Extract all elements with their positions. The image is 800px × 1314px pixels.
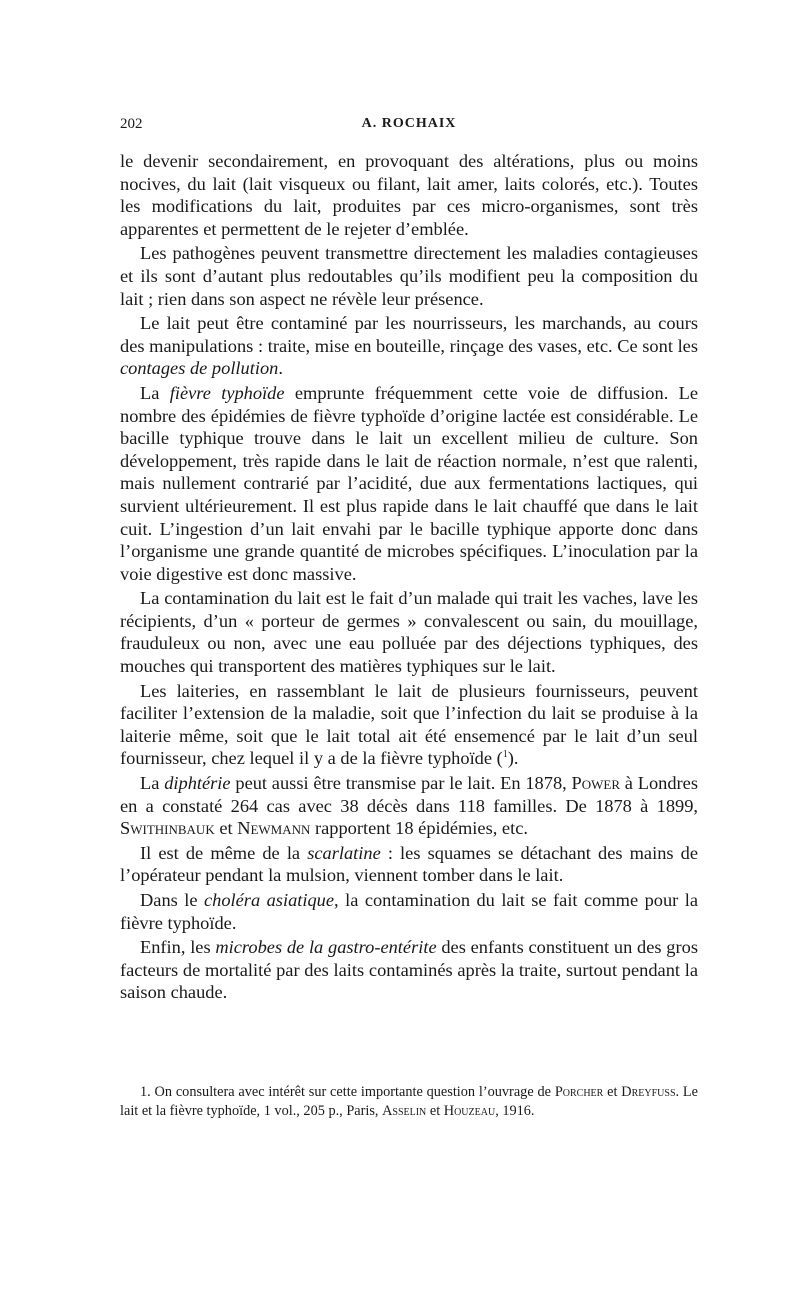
paragraph: Dans le choléra asiatique, la contamination du lait se fait comme pour la fièvre typhoïde. xyxy=(120,890,698,933)
paragraph: La contamination du lait est le fait d’un malade qui trait les vaches, lave les récipients, d’un « porteur de germes » convalescent ou sain, du mouillage, frauduleux ou non, avec une eau polluée par des déjections typhiques, des mouches qui transportent des matières typhiques sur le lait. xyxy=(120,588,698,677)
paragraph: le devenir secondairement, en provoquant des altérations, plus ou moins nocives, du lait (lait visqueux ou filant, lait amer, laits colorés, etc.). Toutes les modifications du lait, produites par ces micro-organismes, sont très apparentes et permettent de le rejeter d’emblée. xyxy=(120,151,698,239)
italic-term: diphtérie xyxy=(164,773,231,794)
paragraph: Il est de même de la scarlatine : les squames se détachant des mains de l’opérateur pendant la mulsion, viennent tomber dans le lait. xyxy=(120,842,698,886)
paragraph: La diphtérie peut aussi être transmise par le lait. En 1878, Power à Londres en a constaté 264 cas avec 38 décès dans 118 familles. De 1878 à 1899, Swithinbauk et Newmann rapportent 18 épidémies, etc. xyxy=(120,773,698,839)
footnote-ref: 1 xyxy=(502,749,508,761)
publisher-name: Houzeau xyxy=(443,1102,496,1119)
italic-term: scarlatine xyxy=(307,842,381,863)
italic-term: choléra asiatique xyxy=(203,890,335,910)
author-name: Swithinbauk xyxy=(120,818,215,839)
italic-term: contages de pollution xyxy=(120,358,279,379)
author-name: Porcher xyxy=(554,1084,604,1100)
paragraph: Enfin, les microbes de la gastro-entérite des enfants constituent un des gros facteurs de mortalité par des laits contaminés après la traite, surtout pendant la saison chaude. xyxy=(120,937,698,1003)
body-text xyxy=(120,150,698,1006)
italic-term: fièvre typhoïde xyxy=(169,382,285,403)
author-name: Power xyxy=(571,773,621,794)
page-number: 202 xyxy=(120,116,143,132)
paragraph: Les laiteries, en rassemblant le lait de plusieurs fournisseurs, peuvent faciliter l’extension de la maladie, soit que l’infection du lait se produise à la laiterie même, soit que le lait total ait été ensemencé par le lait d’un seul fournisseur, chez lequel il y a de la fièvre typhoïde ($^1$). xyxy=(120,680,698,769)
author-name: Newmann xyxy=(237,818,311,839)
paragraph: La fièvre typhoïde emprunte fréquemment cette voie de diffusion. Le nombre des épidémies de fièvre typhoïde d’origine lactée est considérable. Le bacille typhique trouve dans le lait un excellent milieu de culture. Son développement, très rapide dans le lait de réaction normale, n’est que ralenti, mais nullement contrarié par l’acidité, due aux fermentations lactiques, qui survient ultérieurement. Il est plus rapide dans le lait chauffé que dans le lait cuit. L’ingestion d’un lait envahi par le bacille typhique apporte donc dans l’organisme une grande quantité de microbes spécifiques. L’inoculation par la voie digestive est donc massive. xyxy=(120,382,698,584)
publisher-name: Asselin xyxy=(382,1102,427,1119)
paragraph: Le lait peut être contaminé par les nourrisseurs, les marchands, au cours des manipulations : traite, mise en bouteille, rinçage des vases, etc. Ce sont les contages de pollution. xyxy=(120,313,698,379)
author-name: Dreyfuss xyxy=(621,1084,676,1100)
footnote: 1. On consultera avec intérêt sur cette importante question l’ouvrage de Porcher et Dreyfuss. Le lait et la fièvre typhoïde, 1 vol., 205 p., Paris, Asselin et Houzeau, 1916. xyxy=(120,1084,699,1119)
running-head-author: A. ROCHAIX xyxy=(361,116,457,131)
paragraph: Les pathogènes peuvent transmettre directement les maladies contagieuses et ils sont d’autant plus redoutables qu’ils modifient peu la composition du lait ; rien dans son aspect ne révèle leur présence. xyxy=(120,243,698,309)
italic-term: microbes de la gastro-entérite xyxy=(215,937,437,958)
